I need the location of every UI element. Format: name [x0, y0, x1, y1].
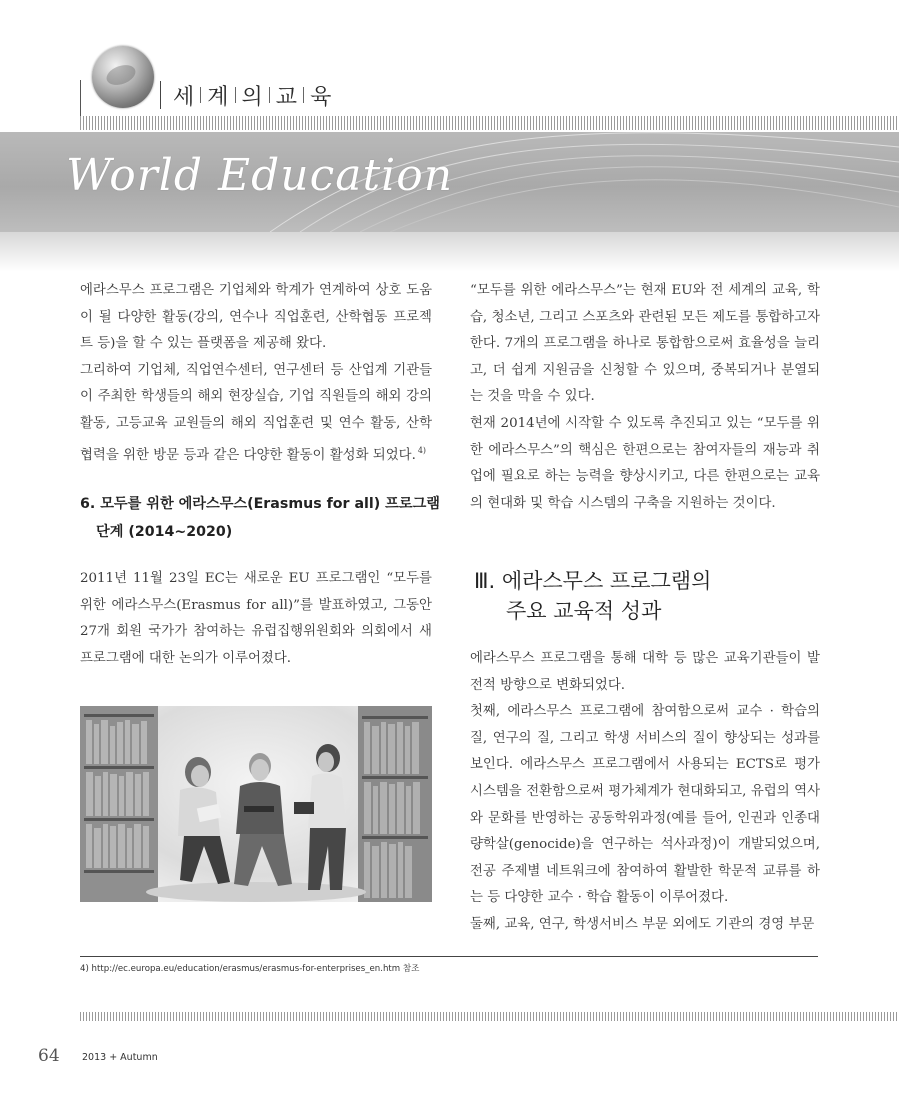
series-title-char: 육 [310, 84, 332, 110]
paragraph: 에라스무스 프로그램을 통해 대학 등 많은 교육기관들이 발전적 방향으로 변화되었다. [470, 651, 820, 693]
paragraph-text: 그리하여 기업체, 직업연수센터, 연구센터 등 산업계 기관들이 주최한 학생들의 해외 현장실습, 기업 직원들의 해외 강의 활동, 고등교육 교원들의 해외 직업훈련 및 연수 활동, 산학 협력을 위한 방문 등과 같은 다양한 활동이 활성화 되었다. [80, 362, 432, 463]
left-column-section-6-body [80, 566, 432, 672]
banner-fade [0, 232, 899, 272]
footnote-text: 4) http://ec.europa.eu/education/erasmus/erasmus-for-enterprises_en.htm 참조 [80, 964, 420, 974]
right-column-section-iii-body [470, 646, 820, 939]
series-title-char: 세 [173, 84, 195, 110]
section-heading-line: 6. 모두를 위한 에라스무스(Erasmus for all) 프로그램 [80, 496, 440, 512]
students-in-library-photo [80, 706, 432, 902]
right-column-intro [470, 278, 820, 517]
section-heading-6 [80, 490, 440, 546]
left-column-intro [80, 278, 432, 469]
paragraph: 에라스무스 프로그램은 기업체와 학계가 연계하여 상호 도움이 될 다양한 활동(강의, 연수나 직업훈련, 산학협동 프로젝트 등)을 할 수 있는 플랫폼을 제공해 왔다. [80, 283, 432, 352]
section-heading-iii [474, 566, 834, 626]
banner-title: World Education [66, 150, 454, 201]
section-heading-line: 주요 교육적 성과 [506, 599, 662, 623]
series-title-divider [160, 81, 161, 109]
paragraph [80, 358, 432, 469]
section-heading-line: 단계 (2014~2020) [96, 524, 233, 540]
paragraph: 둘째, 교육, 연구, 학생서비스 부문 외에도 기관의 경영 부문 [470, 916, 815, 932]
header-vertical-rule [80, 80, 81, 116]
series-title-char: 교 [275, 84, 298, 110]
footnote-rule [80, 956, 818, 957]
paragraph: “모두를 위한 에라스무스”는 현재 EU와 전 세계의 교육, 학습, 청소년, 그리고 스포츠와 관련된 모든 제도를 통합하고자 한다. 7개의 프로그램을 하나로 통합함으로써 효율성을 늘리고, 더 쉽게 지원금을 신청할 수 있으며, 중복되거나 분열되는 것을 막을 수 있다. [470, 283, 820, 405]
footer-stripe [80, 1012, 899, 1021]
photo-illustration [80, 706, 432, 902]
series-title-char: 의 [241, 84, 263, 110]
paragraph: 2011년 11월 23일 EC는 새로운 EU 프로그램인 “모두를 위한 에라스무스(Erasmus for all)”를 발표하였고, 그동안 27개 회원 국가가 참여하는 유럽집행위원회와 의회에서 새 프로그램에 대한 논의가 이루어졌다. [80, 571, 432, 666]
header-stripe [80, 116, 899, 130]
footnote-reference: 4) [417, 445, 427, 455]
paragraph: 현재 2014년에 시작할 수 있도록 추진되고 있는 “모두를 위한 에라스무스”의 핵심은 한편으로는 참여자들의 재능과 취업에 필요로 하는 능력을 향상시키고, 다른 한편으로는 교육의 현대화 및 학습 시스템의 구축을 지원하는 것이다. [470, 415, 820, 511]
paragraph: 첫째, 에라스무스 프로그램에 참여함으로써 교수 · 학습의 질, 연구의 질, 그리고 학생 서비스의 질이 향상되는 성과를 보인다. 에라스무스 프로그램에서 사용되는 ECTS로 평가 시스템을 전환함으로써 평가체계가 현대화되고, 유럽의 역사와 문화를 반영하는 공동학위과정(예를 들어, 인권과 인종대량학살(genocide)을 연구하는 석사과정)이 개발되었으며, 전공 주제별 네트워크에 참여하여 활발한 학문적 교류를 하는 등 다양한 교수 · 학습 활동이 이루어졌다. [470, 704, 820, 906]
page-number: 64 [38, 1046, 60, 1066]
globe-icon [92, 46, 154, 108]
series-title [160, 80, 337, 110]
section-heading-line: Ⅲ. 에라스무스 프로그램의 [474, 569, 712, 593]
issue-label: 2013 + Autumn [82, 1052, 158, 1063]
series-title-char: 계 [207, 84, 229, 110]
